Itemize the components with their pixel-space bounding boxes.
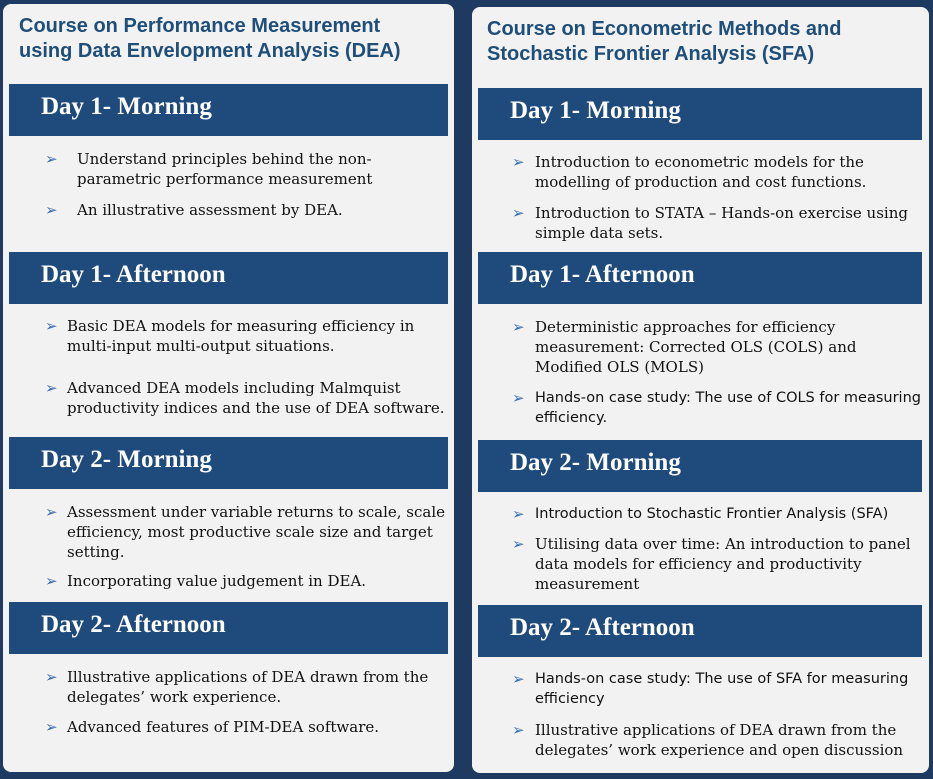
arrow-bullet-icon: ➢	[512, 389, 525, 407]
day2-morning-list	[512, 504, 924, 594]
course-title-line: Course on Performance Measurement	[19, 15, 381, 37]
list-item: ➢ Advanced DEA models including Malmquist productivity indices and the use of DEA software.	[45, 379, 445, 417]
day2-afternoon-header: Day 2- Afternoon	[9, 602, 448, 654]
list-item: ➢ Basic DEA models for measuring efficiency in multi-input multi-output situations.	[45, 317, 415, 355]
course-title-line: using Data Envelopment Analysis (DEA)	[19, 40, 401, 62]
day1-afternoon-header: Day 1- Afternoon	[9, 252, 448, 304]
list-item: ➢ An illustrative assessment by DEA.	[45, 201, 343, 219]
arrow-bullet-icon: ➢	[512, 670, 525, 688]
day1-morning-list	[45, 149, 450, 220]
day1-morning-header: Day 1- Morning	[9, 84, 448, 136]
day1-afternoon-list	[45, 316, 450, 418]
list-item: ➢ Assessment under variable returns to scale, scale efficiency, most productive scale size and target setting.	[45, 503, 445, 561]
day2-morning-list	[45, 502, 450, 591]
day2-afternoon-list	[512, 669, 924, 760]
arrow-bullet-icon: ➢	[512, 721, 525, 739]
day2-morning-header: Day 2- Morning	[478, 440, 922, 492]
arrow-bullet-icon: ➢	[45, 572, 58, 590]
day2-afternoon-header: Day 2- Afternoon	[478, 605, 922, 657]
day1-morning-list	[512, 152, 924, 243]
arrow-bullet-icon: ➢	[45, 668, 58, 686]
list-item: ➢ Utilising data over time: An introduction to panel data models for efficiency and productivity measurement	[512, 535, 911, 593]
arrow-bullet-icon: ➢	[512, 153, 525, 171]
day1-afternoon-list	[512, 317, 924, 428]
sfa-course-panel	[472, 7, 929, 773]
day2-morning-header: Day 2- Morning	[9, 437, 448, 489]
arrow-bullet-icon: ➢	[45, 150, 58, 168]
dea-course-panel	[3, 4, 454, 772]
course-title-line: Stochastic Frontier Analysis (SFA)	[487, 43, 815, 65]
list-item: ➢ Introduction to Stochastic Frontier Analysis (SFA)	[512, 505, 889, 523]
list-item: ➢ Incorporating value judgement in DEA.	[45, 572, 367, 590]
arrow-bullet-icon: ➢	[512, 505, 525, 523]
list-item: ➢ Understand principles behind the non- parametric performance measurement	[45, 150, 373, 188]
arrow-bullet-icon: ➢	[512, 535, 525, 553]
arrow-bullet-icon: ➢	[45, 718, 58, 736]
arrow-bullet-icon: ➢	[45, 317, 58, 335]
course-title	[19, 14, 401, 64]
list-item: ➢ Hands-on case study: The use of SFA for measuring efficiency	[512, 670, 909, 707]
list-item: ➢ Illustrative applications of DEA drawn from the delegates’ work experience and open discussion	[512, 721, 904, 759]
list-item: ➢ Deterministic approaches for efficiency measurement: Corrected OLS (COLS) and Modified OLS (MOLS)	[512, 318, 857, 376]
arrow-bullet-icon: ➢	[45, 201, 58, 219]
course-title	[487, 17, 841, 67]
list-item: ➢ Introduction to STATA – Hands-on exercise using simple data sets.	[512, 204, 908, 242]
list-item: ➢ Advanced features of PIM-DEA software.	[45, 718, 380, 736]
list-item: ➢ Hands-on case study: The use of COLS for measuring efficiency.	[512, 389, 921, 426]
day2-afternoon-list	[45, 667, 450, 737]
arrow-bullet-icon: ➢	[512, 318, 525, 336]
list-item: ➢ Introduction to econometric models for the modelling of production and cost functions.	[512, 153, 867, 191]
course-title-line: Course on Econometric Methods and	[487, 18, 842, 40]
list-item: ➢ Illustrative applications of DEA drawn from the delegates’ work experience.	[45, 668, 429, 706]
arrow-bullet-icon: ➢	[45, 379, 58, 397]
arrow-bullet-icon: ➢	[45, 503, 58, 521]
day1-afternoon-header: Day 1- Afternoon	[478, 252, 922, 304]
arrow-bullet-icon: ➢	[512, 204, 525, 222]
day1-morning-header: Day 1- Morning	[478, 88, 922, 140]
